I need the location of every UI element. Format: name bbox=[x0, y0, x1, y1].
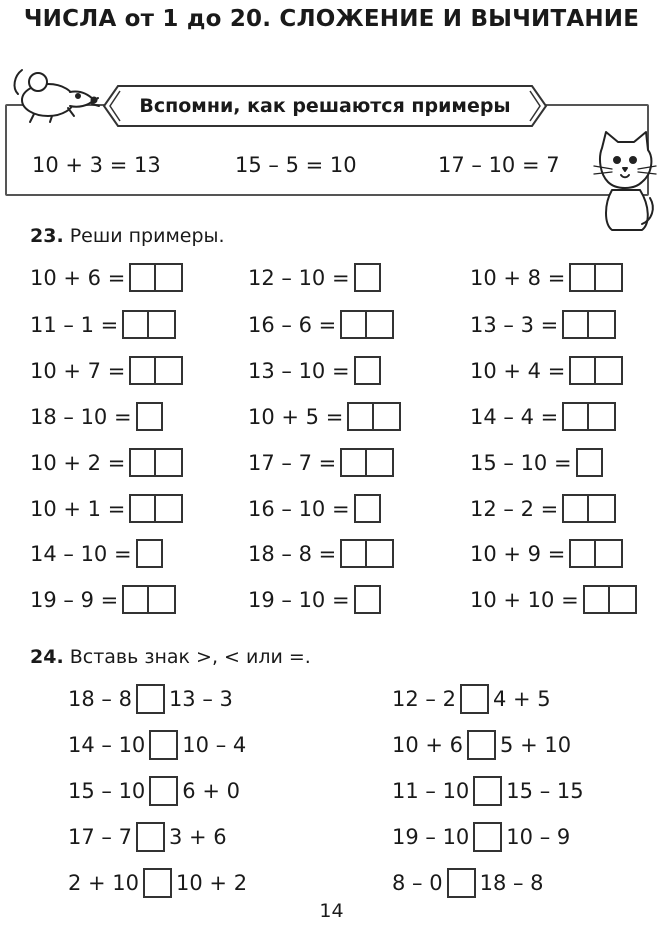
example-expression: 18 – 10 = bbox=[30, 404, 132, 429]
answer-box[interactable] bbox=[569, 539, 596, 568]
answer-box[interactable] bbox=[562, 402, 589, 431]
example-row bbox=[470, 402, 616, 431]
answer-box[interactable] bbox=[367, 448, 394, 477]
comparison-left: 14 – 10 bbox=[68, 733, 146, 757]
example-row bbox=[30, 448, 183, 477]
example-row bbox=[248, 310, 394, 339]
answer-boxes bbox=[129, 356, 183, 385]
answer-box[interactable] bbox=[367, 539, 394, 568]
answer-box[interactable] bbox=[156, 494, 183, 523]
example-expression: 13 – 3 = bbox=[470, 312, 559, 337]
recall-example-3: 17 – 10 = 7 bbox=[438, 153, 560, 177]
answer-box[interactable] bbox=[129, 448, 156, 477]
example-row bbox=[30, 263, 183, 292]
example-row bbox=[470, 585, 637, 614]
answer-box[interactable] bbox=[340, 539, 367, 568]
example-row bbox=[248, 539, 394, 568]
answer-box[interactable] bbox=[576, 448, 603, 477]
comparison-right: 3 + 6 bbox=[168, 825, 227, 849]
answer-boxes bbox=[129, 448, 183, 477]
example-expression: 14 – 10 = bbox=[30, 541, 132, 566]
sign-box[interactable] bbox=[467, 730, 496, 760]
comparison-row bbox=[68, 730, 246, 760]
answer-box[interactable] bbox=[122, 310, 149, 339]
answer-box[interactable] bbox=[354, 356, 381, 385]
comparison-row bbox=[68, 822, 227, 852]
answer-box[interactable] bbox=[562, 494, 589, 523]
example-row bbox=[470, 494, 616, 523]
answer-box[interactable] bbox=[596, 263, 623, 292]
answer-boxes bbox=[122, 585, 176, 614]
example-expression: 10 + 10 = bbox=[470, 587, 579, 612]
answer-box[interactable] bbox=[129, 356, 156, 385]
example-expression: 17 – 7 = bbox=[248, 450, 337, 475]
answer-box[interactable] bbox=[354, 263, 381, 292]
example-row bbox=[30, 585, 176, 614]
example-expression: 15 – 10 = bbox=[470, 450, 572, 475]
example-row bbox=[470, 263, 623, 292]
comparison-left: 17 – 7 bbox=[68, 825, 132, 849]
example-expression: 12 – 2 = bbox=[470, 496, 559, 521]
answer-boxes bbox=[122, 310, 176, 339]
answer-box[interactable] bbox=[569, 356, 596, 385]
answer-box[interactable] bbox=[156, 263, 183, 292]
example-row bbox=[248, 402, 401, 431]
comparison-left: 8 – 0 bbox=[392, 871, 443, 895]
recall-heading: Вспомни, как решаются примеры bbox=[139, 95, 511, 117]
answer-box[interactable] bbox=[136, 539, 163, 568]
answer-box[interactable] bbox=[367, 310, 394, 339]
answer-boxes bbox=[136, 402, 163, 431]
comparison-left: 15 – 10 bbox=[68, 779, 146, 803]
example-row bbox=[470, 310, 616, 339]
example-expression: 19 – 10 = bbox=[248, 587, 350, 612]
task-23-number: 23. bbox=[30, 225, 64, 247]
example-row bbox=[30, 356, 183, 385]
answer-boxes bbox=[562, 402, 616, 431]
task-23-heading bbox=[30, 225, 225, 247]
answer-box[interactable] bbox=[583, 585, 610, 614]
task-23-instruction: Реши примеры. bbox=[69, 225, 225, 247]
sign-box[interactable] bbox=[460, 684, 489, 714]
answer-box[interactable] bbox=[610, 585, 637, 614]
answer-box[interactable] bbox=[129, 263, 156, 292]
sign-box[interactable] bbox=[473, 776, 502, 806]
task-24-heading bbox=[30, 646, 311, 668]
answer-boxes bbox=[340, 539, 394, 568]
answer-boxes bbox=[569, 539, 623, 568]
example-expression: 10 + 7 = bbox=[30, 358, 126, 383]
example-expression: 10 + 5 = bbox=[248, 404, 344, 429]
answer-box[interactable] bbox=[354, 585, 381, 614]
answer-box[interactable] bbox=[149, 585, 176, 614]
answer-boxes bbox=[340, 448, 394, 477]
sign-box[interactable] bbox=[473, 822, 502, 852]
page-number: 14 bbox=[319, 900, 344, 922]
sign-box[interactable] bbox=[136, 684, 165, 714]
comparison-right: 5 + 10 bbox=[500, 733, 572, 757]
example-expression: 10 + 4 = bbox=[470, 358, 566, 383]
task-24-number: 24. bbox=[30, 646, 64, 668]
answer-box[interactable] bbox=[156, 356, 183, 385]
comparison-left: 12 – 2 bbox=[392, 687, 456, 711]
answer-box[interactable] bbox=[569, 263, 596, 292]
answer-box[interactable] bbox=[149, 310, 176, 339]
answer-box[interactable] bbox=[122, 585, 149, 614]
example-row bbox=[30, 494, 183, 523]
example-row bbox=[30, 539, 163, 568]
answer-box[interactable] bbox=[596, 539, 623, 568]
answer-box[interactable] bbox=[354, 494, 381, 523]
sign-box[interactable] bbox=[149, 730, 178, 760]
answer-boxes bbox=[129, 263, 183, 292]
sign-box[interactable] bbox=[136, 822, 165, 852]
example-row bbox=[248, 448, 394, 477]
example-row bbox=[30, 310, 176, 339]
example-expression: 10 + 9 = bbox=[470, 541, 566, 566]
comparison-row bbox=[392, 868, 544, 898]
answer-boxes bbox=[354, 494, 381, 523]
answer-boxes bbox=[136, 539, 163, 568]
example-expression: 11 – 1 = bbox=[30, 312, 119, 337]
recall-example-1: 10 + 3 = 13 bbox=[32, 153, 161, 177]
recall-example-2: 15 – 5 = 10 bbox=[235, 153, 357, 177]
example-row bbox=[248, 263, 381, 292]
answer-boxes bbox=[562, 494, 616, 523]
comparison-right: 10 – 9 bbox=[506, 825, 571, 849]
answer-box[interactable] bbox=[340, 310, 367, 339]
example-expression: 16 – 10 = bbox=[248, 496, 350, 521]
example-row bbox=[30, 402, 163, 431]
comparison-left: 10 + 6 bbox=[392, 733, 464, 757]
comparison-right: 18 – 8 bbox=[479, 871, 544, 895]
comparison-right: 13 – 3 bbox=[168, 687, 233, 711]
comparison-left: 11 – 10 bbox=[392, 779, 470, 803]
answer-box[interactable] bbox=[589, 402, 616, 431]
sign-box[interactable] bbox=[447, 868, 476, 898]
answer-boxes bbox=[354, 356, 381, 385]
answer-box[interactable] bbox=[136, 402, 163, 431]
comparison-left: 18 – 8 bbox=[68, 687, 132, 711]
example-expression: 12 – 10 = bbox=[248, 265, 350, 290]
comparison-row bbox=[68, 776, 240, 806]
answer-boxes bbox=[562, 310, 616, 339]
comparison-row bbox=[392, 684, 551, 714]
answer-box[interactable] bbox=[562, 310, 589, 339]
page-title: ЧИСЛА от 1 до 20. СЛОЖЕНИЕ И ВЫЧИТАНИЕ bbox=[23, 6, 640, 32]
example-row bbox=[248, 585, 381, 614]
mouse-icon bbox=[8, 62, 100, 126]
example-expression: 10 + 1 = bbox=[30, 496, 126, 521]
answer-boxes bbox=[347, 402, 401, 431]
comparison-row bbox=[392, 776, 584, 806]
example-expression: 10 + 8 = bbox=[470, 265, 566, 290]
comparison-row bbox=[68, 684, 233, 714]
answer-boxes bbox=[354, 263, 381, 292]
example-row bbox=[470, 448, 603, 477]
answer-boxes bbox=[340, 310, 394, 339]
comparison-right: 15 – 15 bbox=[506, 779, 584, 803]
sign-box[interactable] bbox=[149, 776, 178, 806]
answer-box[interactable] bbox=[347, 402, 374, 431]
answer-boxes bbox=[583, 585, 637, 614]
answer-boxes bbox=[354, 585, 381, 614]
answer-box[interactable] bbox=[340, 448, 367, 477]
sign-box[interactable] bbox=[143, 868, 172, 898]
example-expression: 13 – 10 = bbox=[248, 358, 350, 383]
comparison-right: 4 + 5 bbox=[492, 687, 551, 711]
answer-box[interactable] bbox=[374, 402, 401, 431]
comparison-row bbox=[392, 822, 570, 852]
answer-box[interactable] bbox=[156, 448, 183, 477]
answer-box[interactable] bbox=[589, 310, 616, 339]
example-row bbox=[470, 356, 623, 385]
example-expression: 18 – 8 = bbox=[248, 541, 337, 566]
answer-boxes bbox=[576, 448, 603, 477]
answer-box[interactable] bbox=[596, 356, 623, 385]
answer-box[interactable] bbox=[129, 494, 156, 523]
example-expression: 10 + 6 = bbox=[30, 265, 126, 290]
comparison-row bbox=[68, 868, 247, 898]
answer-boxes bbox=[129, 494, 183, 523]
comparison-left: 2 + 10 bbox=[68, 871, 140, 895]
comparison-row bbox=[392, 730, 571, 760]
answer-boxes bbox=[569, 356, 623, 385]
answer-boxes bbox=[569, 263, 623, 292]
answer-box[interactable] bbox=[589, 494, 616, 523]
comparison-right: 6 + 0 bbox=[182, 779, 240, 803]
example-expression: 14 – 4 = bbox=[470, 404, 559, 429]
comparison-left: 19 – 10 bbox=[392, 825, 470, 849]
example-row bbox=[248, 494, 381, 523]
cat-icon bbox=[590, 128, 660, 234]
example-row bbox=[470, 539, 623, 568]
example-expression: 10 + 2 = bbox=[30, 450, 126, 475]
example-expression: 16 – 6 = bbox=[248, 312, 337, 337]
example-expression: 19 – 9 = bbox=[30, 587, 119, 612]
task-24-instruction: Вставь знак >, < или =. bbox=[69, 646, 311, 668]
comparison-right: 10 + 2 bbox=[176, 871, 248, 895]
comparison-right: 10 – 4 bbox=[182, 733, 247, 757]
example-row bbox=[248, 356, 381, 385]
